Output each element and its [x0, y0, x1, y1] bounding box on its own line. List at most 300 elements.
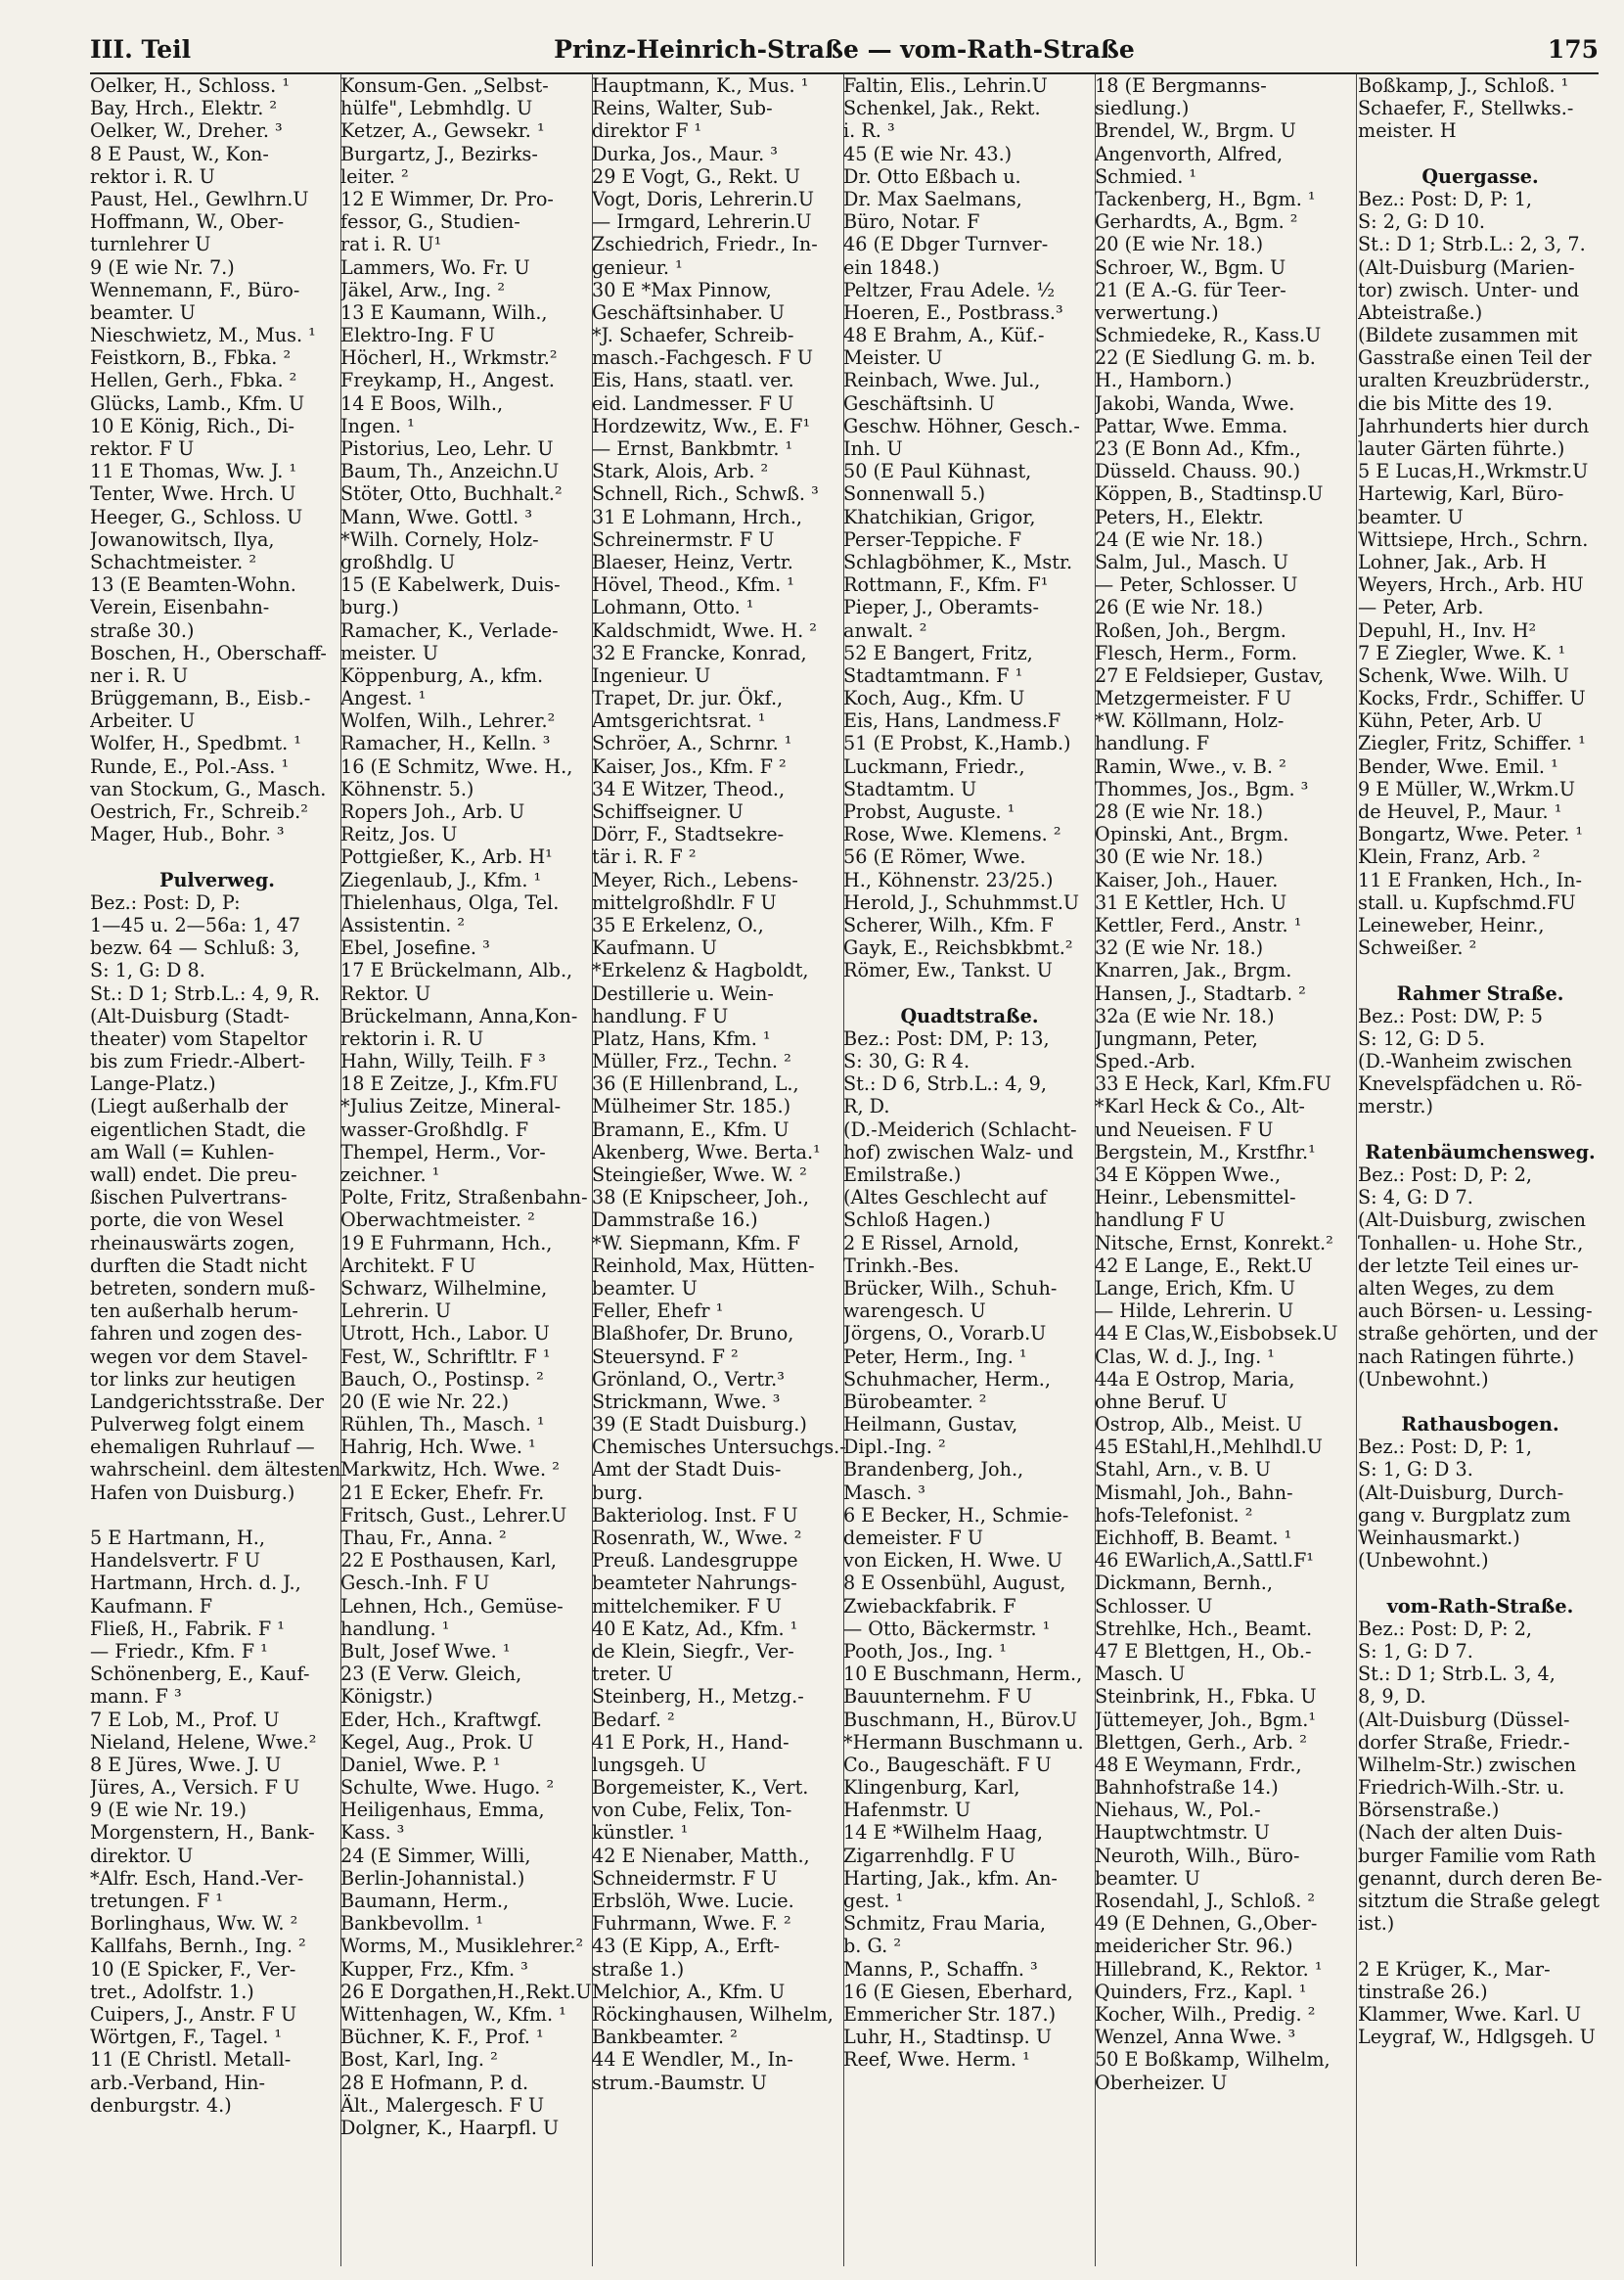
- directory-line: eid. Landmesser. F U: [592, 391, 794, 415]
- directory-line: beamter. U: [90, 300, 196, 324]
- directory-line: Steinbrink, H., Fbka. U: [1095, 1685, 1317, 1709]
- directory-line: bezw. 64 — Schluß: 3,: [90, 936, 300, 960]
- directory-line: Ingenieur. U: [592, 663, 711, 687]
- directory-line: 20 (E wie Nr. 22.): [340, 1390, 510, 1413]
- directory-line: S: 4, G: D 7.: [1358, 1186, 1473, 1209]
- directory-line: Weyers, Hrch., Arb. HU: [1358, 573, 1584, 597]
- directory-line: Architekt. F U: [340, 1254, 476, 1277]
- directory-line: [1358, 959, 1602, 981]
- directory-line: H., Köhnenstr. 23/25.): [843, 868, 1054, 891]
- directory-line: verwertung.): [1095, 300, 1219, 324]
- directory-line: ist.): [1358, 1912, 1395, 1936]
- directory-line: ein 1848.): [843, 255, 940, 279]
- directory-line: Durka, Jos., Maur. ³: [592, 142, 778, 165]
- directory-line: *Karl Heck & Co., Alt-: [1095, 1095, 1305, 1118]
- directory-line: siedlung.): [1095, 97, 1190, 120]
- directory-line: Knarren, Jak., Brgm.: [1095, 959, 1292, 982]
- directory-line: *W. Köllmann, Holz-: [1095, 709, 1285, 733]
- directory-line: Börsenstraße.): [1358, 1799, 1500, 1822]
- directory-line: betreten, sondern muß-: [90, 1276, 316, 1300]
- directory-line: (D.-Wanheim zwischen: [1358, 1050, 1573, 1073]
- column-3: [592, 74, 846, 2266]
- directory-line: Bez.: Post: DM, P: 13,: [843, 1026, 1050, 1050]
- directory-line: denburgstr. 4.): [90, 2093, 232, 2117]
- directory-line: Blettgen, Gerh., Arb. ²: [1095, 1730, 1307, 1754]
- directory-line: de Klein, Siegfr., Ver-: [592, 1639, 794, 1663]
- directory-line: Jörgens, O., Vorarb.U: [843, 1322, 1047, 1345]
- directory-line: 49 (E Dehnen, G.,Ober-: [1095, 1912, 1318, 1936]
- directory-line: 18 (E Bergmanns-: [1095, 74, 1267, 97]
- directory-line: Preuß. Landesgruppe: [592, 1549, 798, 1573]
- directory-line: Oberheizer. U: [1095, 2071, 1228, 2094]
- directory-line: zeichner. ¹: [340, 1163, 440, 1186]
- directory-line: Kaldschmidt, Wwe. H. ²: [592, 618, 817, 642]
- directory-line: Jakobi, Wanda, Wwe.: [1095, 391, 1295, 415]
- directory-line: 31 E Lohmann, Hrch.,: [592, 505, 803, 528]
- directory-line: Dickmann, Bernh.,: [1095, 1572, 1273, 1595]
- directory-line: Dammstraße 16.): [592, 1208, 758, 1232]
- directory-line: merstr.): [1358, 1095, 1433, 1118]
- directory-line: 27 E Feldsieper, Gustav,: [1095, 663, 1325, 687]
- directory-line: Stöter, Otto, Buchhalt.²: [340, 482, 563, 506]
- directory-line: Feistkorn, B., Fbka. ²: [90, 346, 292, 370]
- directory-line: 23 (E Bonn Ad., Kfm.,: [1095, 437, 1301, 460]
- directory-line: Brückelmann, Anna,Kon-: [340, 1004, 578, 1027]
- directory-line: Schaefer, F., Stellwks.-: [1358, 97, 1574, 120]
- directory-line: Bürobeamter. ²: [843, 1390, 987, 1413]
- directory-line: i. R. ³: [843, 119, 895, 143]
- directory-line: 39 (E Stadt Duisburg.): [592, 1413, 807, 1436]
- directory-line: b. G. ²: [843, 1935, 902, 1958]
- directory-line: Bahnhofstraße 14.): [1095, 1776, 1279, 1800]
- directory-line: — Peter, Arb.: [1358, 596, 1484, 619]
- directory-line: Roßen, Joh., Bergm.: [1095, 618, 1286, 642]
- directory-line: Ebel, Josefine. ³: [340, 936, 490, 960]
- directory-line: straße 30.): [90, 618, 195, 642]
- directory-line: Masch. U: [1095, 1663, 1186, 1686]
- directory-line: beamter. U: [1358, 505, 1464, 528]
- directory-line: Baum, Th., Anzeichn.U: [340, 460, 560, 483]
- directory-line: von Eicken, H. Wwe. U: [843, 1549, 1063, 1573]
- directory-line: künstler. ¹: [592, 1821, 689, 1845]
- directory-line: Nieschwietz, M., Mus. ¹: [90, 324, 316, 347]
- directory-line: masch.-Fachgesch. F U: [592, 346, 814, 370]
- directory-line: gest. ¹: [843, 1890, 904, 1912]
- directory-line: Leineweber, Heinr.,: [1358, 913, 1545, 936]
- directory-line: Röckinghausen, Wilhelm,: [592, 2002, 834, 2026]
- directory-line: Thielenhaus, Olga, Tel.: [340, 890, 560, 914]
- directory-line: uralten Kreuzbrüderstr.,: [1358, 369, 1591, 392]
- directory-line: Sped.-Arb.: [1095, 1050, 1196, 1073]
- directory-line: Ostrop, Alb., Meist. U: [1095, 1413, 1303, 1436]
- directory-line: Emilstraße.): [843, 1163, 962, 1186]
- directory-line: Reinbach, Wwe. Jul.,: [843, 369, 1041, 392]
- directory-line: Bez.: Post: D, P: 1,: [1358, 187, 1533, 210]
- directory-line: Klein, Franz, Arb. ²: [1358, 845, 1541, 869]
- street-heading: Rathausbogen.: [1401, 1413, 1559, 1436]
- directory-line: eigentlichen Stadt, die: [90, 1117, 306, 1141]
- directory-line: Akenberg, Wwe. Berta.¹: [592, 1140, 821, 1163]
- directory-line: Wolfen, Wilh., Lehrer.²: [340, 709, 556, 733]
- directory-line: *Julius Zeitze, Mineral-: [340, 1095, 562, 1118]
- directory-line: (Alt-Duisburg (Marien-: [1358, 255, 1575, 279]
- directory-line: Hauptwchtmstr. U: [1095, 1821, 1270, 1845]
- directory-line: Cuipers, J., Anstr. F U: [90, 2002, 297, 2026]
- directory-line: Reitz, Jos. U: [340, 823, 458, 846]
- directory-line: Daniel, Wwe. P. ¹: [340, 1753, 501, 1776]
- directory-line: genannt, durch deren Be-: [1358, 1866, 1602, 1890]
- directory-line: Kass. ³: [340, 1821, 405, 1845]
- directory-line: und Neueisen. F U: [1095, 1117, 1274, 1141]
- directory-line: 7 E Ziegler, Wwe. K. ¹: [1358, 641, 1566, 664]
- directory-line: Freykamp, H., Angest.: [340, 369, 555, 392]
- directory-line: Chemisches Untersuchgs.-: [592, 1436, 846, 1459]
- directory-line: 45 (E wie Nr. 43.): [843, 142, 1013, 165]
- directory-line: tret., Adolfstr. 1.): [90, 1980, 254, 2003]
- directory-line: 56 (E Römer, Wwe.: [843, 845, 1026, 869]
- directory-line: Stark, Alois, Arb. ²: [592, 460, 769, 483]
- directory-line: Angenvorth, Alfred,: [1095, 142, 1284, 165]
- directory-line: Kegel, Aug., Prok. U: [340, 1730, 534, 1754]
- directory-line: Grönland, O., Vertr.³: [592, 1367, 785, 1391]
- directory-line: — Otto, Bäckermstr. ¹: [843, 1617, 1051, 1640]
- directory-line: Flesch, Herm., Form.: [1095, 641, 1297, 664]
- directory-line: S: 12, G: D 5.: [1358, 1026, 1486, 1050]
- directory-line: Trinkh.-Bes.: [843, 1254, 960, 1277]
- directory-line: S: 2, G: D 10.: [1358, 210, 1486, 234]
- directory-line: Fest, W., Schriftltr. F ¹: [340, 1345, 551, 1368]
- directory-line: handlung. F U: [592, 1004, 729, 1027]
- directory-line: Kaufmann. F: [90, 1594, 213, 1618]
- directory-line: Lammers, Wo. Fr. U: [340, 255, 530, 279]
- directory-line: der letzte Teil eines ur-: [1358, 1254, 1579, 1277]
- directory-line: Amtsgerichtsrat. ¹: [592, 709, 766, 733]
- directory-line: Bez.: Post: D, P:: [90, 890, 241, 914]
- directory-line: anwalt. ²: [843, 618, 927, 642]
- directory-line: 19 E Fuhrmann, Hch.,: [340, 1231, 553, 1254]
- directory-line: Zwiebackfabrik. F: [843, 1594, 1016, 1618]
- directory-line: Depuhl, H., Inv. H²: [1358, 618, 1537, 642]
- directory-line: 24 (E Simmer, Willi,: [340, 1844, 531, 1867]
- directory-line: Rose, Wwe. Klemens. ²: [843, 823, 1061, 846]
- directory-line: Hahrig, Hch. Wwe. ¹: [340, 1436, 536, 1459]
- directory-line: Steuersynd. F ²: [592, 1345, 739, 1368]
- directory-line: mittelchemiker. F U: [592, 1594, 782, 1618]
- directory-line: Hahn, Willy, Teilh. F ³: [340, 1050, 546, 1073]
- directory-line: van Stockum, G., Masch.: [90, 777, 327, 800]
- directory-line: 50 (E Paul Kühnast,: [843, 460, 1032, 483]
- directory-line: 9 E Müller, W.,Wrkm.U: [1358, 777, 1575, 800]
- directory-line: Rottmann, F., Kfm. F¹: [843, 573, 1049, 597]
- directory-line: Jowanowitsch, Ilya,: [90, 527, 275, 551]
- directory-line: Mülheimer Str. 185.): [592, 1095, 791, 1118]
- directory-line: Ingen. ¹: [340, 414, 415, 437]
- directory-line: Pieper, J., Oberamts-: [843, 596, 1040, 619]
- directory-line: (Alt-Duisburg, Durch-: [1358, 1481, 1564, 1504]
- directory-line: Mann, Wwe. Gottl. ³: [340, 505, 533, 528]
- directory-line: Bez.: Post: D, P: 2,: [1358, 1617, 1533, 1640]
- directory-line: Geschäftsinhaber. U: [592, 300, 786, 324]
- directory-line: alten Weges, zu dem: [1358, 1276, 1555, 1300]
- directory-line: Reins, Walter, Sub-: [592, 97, 773, 120]
- directory-line: am Wall (= Kuhlen-: [90, 1140, 275, 1163]
- directory-line: Hoeren, E., Postbrass.³: [843, 300, 1063, 324]
- directory-line: Schwarz, Wilhelmine,: [340, 1276, 548, 1300]
- directory-line: Lange, Erich, Kfm. U: [1095, 1276, 1295, 1300]
- directory-line: (Altes Geschlecht auf: [843, 1186, 1047, 1209]
- directory-line: 32 E Francke, Konrad,: [592, 641, 807, 664]
- directory-line: Ziegler, Fritz, Schiffer. ¹: [1358, 732, 1586, 755]
- directory-line: Höcherl, H., Wrkmstr.²: [340, 346, 558, 370]
- directory-line: Hartmann, Hrch. d. J.,: [90, 1572, 301, 1595]
- directory-line: Landgerichtsstraße. Der: [90, 1390, 324, 1413]
- directory-line: Hafenmstr. U: [843, 1799, 971, 1822]
- directory-line: Amt der Stadt Duis-: [592, 1458, 782, 1482]
- directory-line: Eder, Hch., Kraftwgf.: [340, 1708, 543, 1731]
- directory-line: Weinhausmarkt.): [1358, 1527, 1520, 1549]
- directory-line: 22 (E Siedlung G. m. b.: [1095, 346, 1316, 370]
- directory-line: die bis Mitte des 19.: [1358, 391, 1553, 415]
- directory-line: Schenkel, Jak., Rekt.: [843, 97, 1041, 120]
- directory-line: Schachtmeister. ²: [90, 550, 257, 573]
- directory-line: (Alt-Duisburg (Düssel-: [1358, 1708, 1570, 1731]
- directory-line: Konsum-Gen. „Selbst-: [340, 74, 549, 97]
- directory-line: 50 E Boßkamp, Wilhelm,: [1095, 2048, 1331, 2072]
- directory-line: beamter. U: [1095, 1866, 1200, 1890]
- directory-line: Feller, Ehefr ¹: [592, 1300, 724, 1323]
- directory-line: Mager, Hub., Bohr. ³: [90, 823, 285, 846]
- directory-line: — Friedr., Kfm. F ¹: [90, 1639, 268, 1663]
- directory-line: Schiffseigner. U: [592, 800, 744, 823]
- directory-line: 7 E Lob, M., Prof. U: [90, 1708, 280, 1731]
- directory-line: 16 (E Schmitz, Wwe. H.,: [340, 754, 573, 778]
- directory-line: Steinberg, H., Metzg.-: [592, 1685, 804, 1709]
- directory-line: Markwitz, Hch. Wwe. ²: [340, 1458, 560, 1482]
- directory-line: 18 E Zeitze, J., Kfm.FU: [340, 1072, 559, 1096]
- directory-line: Eis, Hans, Landmess.F: [843, 709, 1061, 733]
- directory-line: Fließ, H., Fabrik. F ¹: [90, 1617, 285, 1640]
- directory-line: Runde, E., Pol.-Ass. ¹: [90, 754, 290, 778]
- directory-line: H., Hamborn.): [1095, 369, 1233, 392]
- directory-line: Angest. ¹: [340, 687, 427, 710]
- directory-line: 35 E Erkelenz, O.,: [592, 913, 764, 936]
- directory-line: Pistorius, Leo, Lehr. U: [340, 437, 554, 460]
- directory-line: tretungen. F ¹: [90, 1890, 223, 1912]
- directory-line: Pattar, Wwe. Emma.: [1095, 414, 1288, 437]
- directory-line: Brüggemann, B., Eisb.-: [90, 687, 311, 710]
- directory-line: (Unbewohnt.): [1358, 1367, 1489, 1391]
- directory-line: Morgenstern, H., Bank-: [90, 1821, 315, 1845]
- directory-line: [1358, 1935, 1602, 1957]
- directory-line: Kallfahs, Bernh., Ing. ²: [90, 1935, 306, 1958]
- directory-line: 44 E Clas,W.,Eisbobsek.U: [1095, 1322, 1338, 1345]
- street-heading: Quergasse.: [1421, 164, 1539, 188]
- directory-line: Ropers Joh., Arb. U: [340, 800, 525, 823]
- directory-line: S: 1, G: D 3.: [1358, 1458, 1473, 1482]
- directory-line: burg.): [340, 596, 399, 619]
- directory-line: mann. F ³: [90, 1685, 182, 1709]
- directory-line: 20 (E wie Nr. 18.): [1095, 233, 1264, 256]
- directory-line: burg.: [592, 1481, 644, 1504]
- column-6: [1358, 74, 1602, 2266]
- page-header: [90, 25, 1599, 74]
- directory-line: fahren und zogen des-: [90, 1322, 302, 1345]
- directory-line: sitztum die Straße gelegt: [1358, 1890, 1600, 1912]
- directory-line: Meyer, Rich., Lebens-: [592, 868, 798, 891]
- directory-line: wall) endet. Die preu-: [90, 1163, 297, 1186]
- directory-line: Harting, Jak., kfm. An-: [843, 1866, 1058, 1890]
- directory-line: Clas, W. d. J., Ing. ¹: [1095, 1345, 1275, 1368]
- directory-line: Faltin, Elis., Lehrin.U: [843, 74, 1048, 97]
- column-1: [90, 74, 344, 2266]
- directory-line: 15 (E Kabelwerk, Duis-: [340, 573, 561, 597]
- directory-line: Borlinghaus, Ww. W. ²: [90, 1912, 298, 1936]
- directory-line: Schnell, Rich., Schwß. ³: [592, 482, 819, 506]
- directory-line: Oelker, H., Schloss. ¹: [90, 74, 291, 97]
- directory-line: (Bildete zusammen mit: [1358, 324, 1578, 347]
- directory-line: Hövel, Theod., Kfm. ¹: [592, 573, 794, 597]
- directory-line: Gasstraße einen Teil der: [1358, 346, 1592, 370]
- directory-line: Worms, M., Musiklehrer.²: [340, 1935, 584, 1958]
- directory-line: 43 (E Kipp, A., Erft-: [592, 1935, 780, 1958]
- directory-line: Kaiser, Joh., Hauer.: [1095, 868, 1279, 891]
- directory-line: Probst, Auguste. ¹: [843, 800, 1015, 823]
- directory-line: Oberwachtmeister. ²: [340, 1208, 535, 1232]
- directory-line: Nitsche, Ernst, Konrekt.²: [1095, 1231, 1333, 1254]
- directory-line: Geschw. Höhner, Gesch.-: [843, 414, 1080, 437]
- directory-line: Ramacher, H., Kelln. ³: [340, 732, 551, 755]
- directory-line: Königstr.): [340, 1685, 433, 1709]
- directory-line: Dr. Max Saelmans,: [843, 187, 1022, 210]
- directory-line: Strickmann, Wwe. ³: [592, 1390, 781, 1413]
- directory-line: — Hilde, Lehrerin. U: [1095, 1300, 1294, 1323]
- street-heading: Ratenbäumchensweg.: [1365, 1140, 1596, 1163]
- directory-line: Salm, Jul., Masch. U: [1095, 550, 1289, 573]
- directory-line: 13 (E Beamten-Wohn.: [90, 573, 296, 597]
- directory-line: Bakteriolog. Inst. F U: [592, 1503, 798, 1527]
- page-number: 175: [1547, 35, 1599, 64]
- directory-line: wegen vor dem Stavel-: [90, 1345, 308, 1368]
- directory-line: 9 (E wie Nr. 19.): [90, 1799, 247, 1822]
- directory-line: Schulte, Wwe. Hugo. ²: [340, 1776, 555, 1800]
- directory-line: Borgemeister, K., Vert.: [592, 1776, 809, 1800]
- directory-line: Brandenberg, Joh.,: [843, 1458, 1024, 1482]
- directory-line: Boßkamp, J., Schloß. ¹: [1358, 74, 1569, 97]
- directory-line: Reinhold, Max, Hütten-: [592, 1254, 815, 1277]
- directory-line: 5 E Lucas,H.,Wrkmstr.U: [1358, 460, 1589, 483]
- directory-line: Stahl, Arn., v. B. U: [1095, 1458, 1271, 1482]
- directory-line: 52 E Bangert, Fritz,: [843, 641, 1033, 664]
- directory-line: 9 (E wie Nr. 7.): [90, 255, 235, 279]
- directory-line: auch Börsen- u. Lessing-: [1358, 1300, 1593, 1323]
- directory-line: straße 1.): [592, 1957, 685, 1981]
- directory-line: Heiligenhaus, Emma,: [340, 1799, 545, 1822]
- directory-line: Hillebrand, K., Rektor. ¹: [1095, 1957, 1323, 1981]
- directory-line: Lohner, Jak., Arb. H: [1358, 550, 1547, 573]
- directory-line: ehemaligen Ruhrlauf —: [90, 1436, 315, 1459]
- directory-line: Thau, Fr., Anna. ²: [340, 1527, 507, 1549]
- directory-line: Oelker, W., Dreher. ³: [90, 119, 283, 143]
- directory-line: meister. H: [1358, 119, 1457, 143]
- directory-line: Stadtamtm. U: [843, 777, 977, 800]
- directory-line: S: 30, G: R 4.: [843, 1050, 970, 1073]
- directory-line: 46 (E Dbger Turnver-: [843, 233, 1049, 256]
- directory-line: 34 E Köppen Wwe.,: [1095, 1163, 1282, 1186]
- directory-line: Friedrich-Wilh.-Str. u.: [1358, 1776, 1565, 1800]
- directory-line: Abteistraße.): [1358, 300, 1483, 324]
- directory-line: Rektor. U: [340, 981, 431, 1005]
- directory-line: Köppenburg, A., kfm.: [340, 663, 544, 687]
- directory-line: Nieland, Helene, Wwe.²: [90, 1730, 317, 1754]
- directory-line: Tackenberg, H., Bgm. ¹: [1095, 187, 1316, 210]
- directory-line: Schweißer. ²: [1358, 936, 1477, 960]
- directory-line: burger Familie vom Rath: [1358, 1844, 1597, 1867]
- directory-line: 23 (E Verw. Gleich,: [340, 1663, 522, 1686]
- directory-line: durften die Stadt nicht: [90, 1254, 308, 1277]
- directory-line: warengesch. U: [843, 1300, 986, 1323]
- directory-line: Reef, Wwe. Herm. ¹: [843, 2048, 1030, 2072]
- directory-line: Köppen, B., Stadtinsp.U: [1095, 482, 1324, 506]
- directory-line: wasser-Großhdlg. F: [340, 1117, 529, 1141]
- directory-line: Ramin, Wwe., v. B. ²: [1095, 754, 1286, 778]
- directory-line: Koch, Aug., Kfm. U: [843, 687, 1025, 710]
- directory-line: Heilmann, Gustav,: [843, 1413, 1018, 1436]
- directory-line: Tenter, Wwe. Hrch. U: [90, 482, 296, 506]
- directory-line: Eichhoff, B. Beamt. ¹: [1095, 1527, 1292, 1549]
- directory-line: Hansen, J., Stadtarb. ²: [1095, 981, 1306, 1005]
- directory-line: 48 E Brahm, A., Küf.-: [843, 324, 1045, 347]
- directory-line: treter. U: [592, 1663, 673, 1686]
- directory-line: Schloß Hagen.): [843, 1208, 991, 1232]
- directory-line: 14 E Boos, Wilh.,: [340, 391, 504, 415]
- directory-line: Masch. ³: [843, 1481, 925, 1504]
- directory-line: rheinauswärts zogen,: [90, 1231, 295, 1254]
- directory-line: Wennemann, F., Büro-: [90, 278, 300, 301]
- directory-line: (D.-Meiderich (Schlacht-: [843, 1117, 1077, 1141]
- directory-line: Bramann, E., Kfm. U: [592, 1117, 789, 1141]
- directory-line: *Alfr. Esch, Hand.-Ver-: [90, 1866, 304, 1890]
- directory-line: [90, 845, 344, 868]
- directory-line: Hafen von Duisburg.): [90, 1481, 295, 1504]
- directory-line: Luckmann, Friedr.,: [843, 754, 1025, 778]
- part-label: III. Teil: [90, 35, 192, 64]
- directory-line: 10 E König, Rich., Di-: [90, 414, 294, 437]
- directory-line: Hauptmann, K., Mus. ¹: [592, 74, 809, 97]
- directory-line: 36 (E Hillenbrand, L.,: [592, 1072, 799, 1096]
- directory-line: Luhr, H., Stadtinsp. U: [843, 2026, 1053, 2049]
- directory-line: Kocher, Wilh., Predig. ²: [1095, 2002, 1316, 2026]
- directory-line: Büchner, K. F., Prof. ¹: [340, 2026, 544, 2049]
- directory-line: Hoffmann, W., Ober-: [90, 210, 285, 234]
- directory-line: S: 1, G: D 8.: [90, 959, 205, 982]
- directory-line: bis zum Friedr.-Albert-: [90, 1050, 306, 1073]
- directory-line: Heeger, G., Schloss. U: [90, 505, 303, 528]
- column-5: [1095, 74, 1357, 2266]
- directory-line: Peters, H., Elektr.: [1095, 505, 1264, 528]
- directory-line: [1358, 1572, 1602, 1594]
- directory-line: von Cube, Felix, Ton-: [592, 1799, 792, 1822]
- directory-line: 2 E Krüger, K., Mar-: [1358, 1957, 1551, 1981]
- directory-line: Köhnenstr. 5.): [340, 777, 474, 800]
- directory-line: Metzgermeister. F U: [1095, 687, 1292, 710]
- directory-line: Düsseld. Chauss. 90.): [1095, 460, 1301, 483]
- directory-line: Melchior, A., Kfm. U: [592, 1980, 786, 2003]
- directory-line: 48 E Weymann, Frdr.,: [1095, 1753, 1302, 1776]
- directory-line: — Peter, Schlosser. U: [1095, 573, 1298, 597]
- directory-line: 11 E Thomas, Ww. J. ¹: [90, 460, 297, 483]
- directory-line: Burgartz, J., Bezirks-: [340, 142, 538, 165]
- directory-line: [90, 1504, 344, 1527]
